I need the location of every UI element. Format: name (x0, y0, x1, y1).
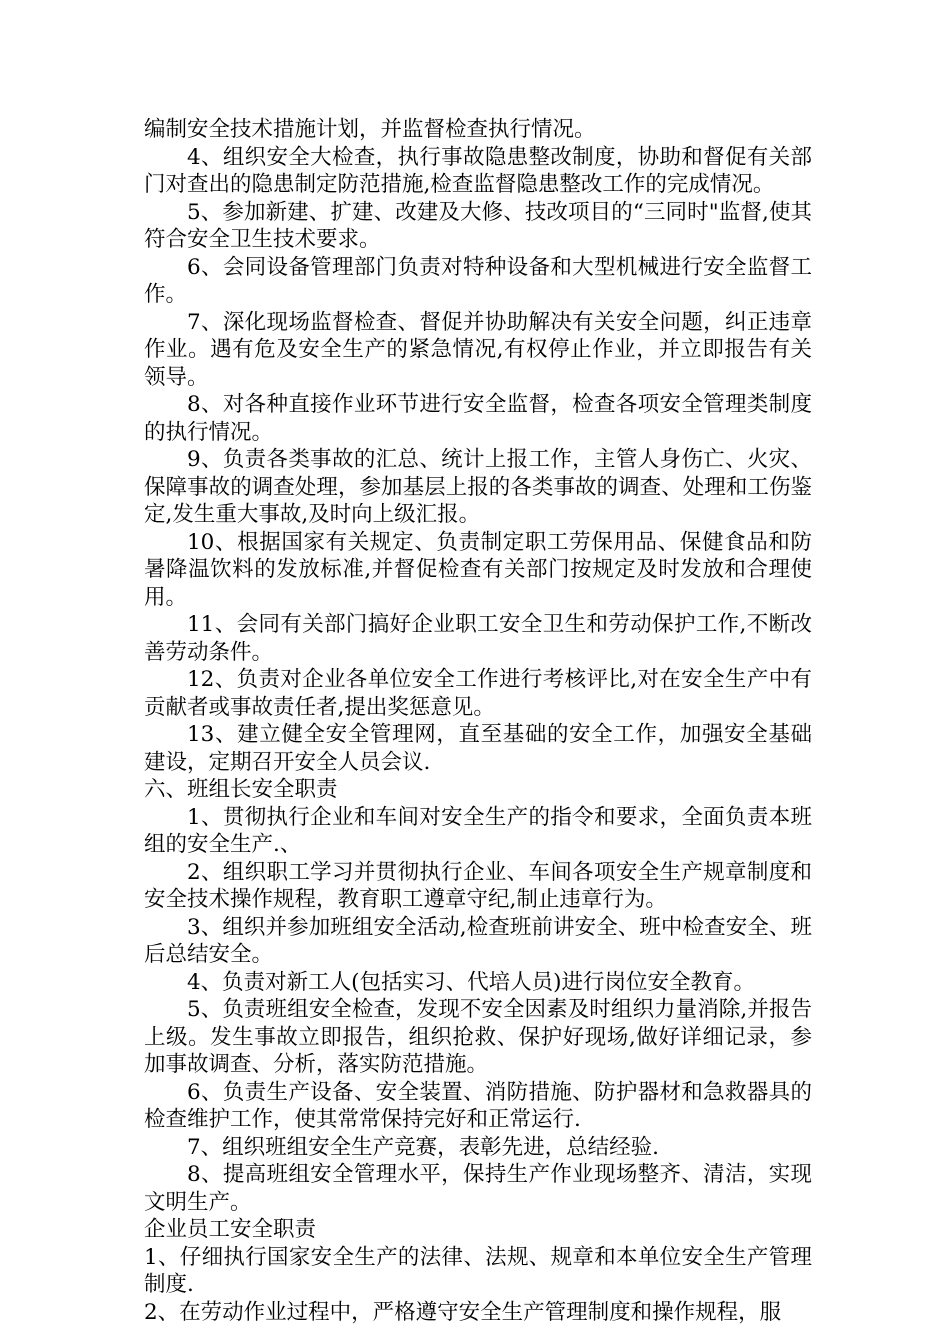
paragraph-item-11: 11、会同有关部门搞好企业职工安全卫生和劳动保护工作,不断改善劳动条件。 (144, 612, 812, 665)
paragraph-item-10: 10、根据国家有关规定、负责制定职工劳保用品、保健食品和防暑降温饮料的发放标准,并督促检查有关部门按规定及时发放和合理使用。 (144, 529, 812, 610)
paragraph-team-item-1: 1、贯彻执行企业和车间对安全生产的指令和要求，全面负责本班组的安全生产.、 (144, 804, 812, 857)
paragraph-team-item-2: 2、组织职工学习并贯彻执行企业、车间各项安全生产规章制度和安全技术操作规程，教育职工遵章守纪,制止违章行为。 (144, 859, 812, 912)
paragraph-team-item-8: 8、提高班组安全管理水平，保持生产作业现场整齐、清洁，实现文明生产。 (144, 1162, 812, 1215)
paragraph-item-4: 4、组织安全大检查，执行事故隐患整改制度，协助和督促有关部门对查出的隐患制定防范措施,检查监督隐患整改工作的完成情况。 (144, 144, 812, 197)
document-page (144, 116, 812, 1326)
paragraph-item-5: 5、参加新建、扩建、改建及大修、技改项目的“三同时"监督,使其符合安全卫生技术要求。 (144, 199, 812, 252)
paragraph-employee-item-2: 2、在劳动作业过程中，严格遵守安全生产管理制度和操作规程，服 (144, 1299, 782, 1325)
paragraph-item-9: 9、负责各类事故的汇总、统计上报工作，主管人身伤亡、火灾、保障事故的调查处理，参加基层上报的各类事故的调查、处理和工伤鉴定,发生重大事故,及时向上级汇报。 (144, 447, 812, 527)
paragraph-employee-item-1: 1、仔细执行国家安全生产的法律、法规、规章和本单位安全生产管理制度. (144, 1244, 812, 1297)
paragraph-team-item-7: 7、组织班组安全生产竞赛，表彰先进，总结经验. (187, 1134, 660, 1160)
section-heading-employee: 企业员工安全职责 (144, 1217, 317, 1242)
paragraph-item-12: 12、负责对企业各单位安全工作进行考核评比,对在安全生产中有贡献者或事故责任者,提出奖惩意见。 (144, 667, 812, 720)
paragraph-item-6: 6、会同设备管理部门负责对特种设备和大型机械进行安全监督工作。 (144, 254, 812, 307)
section-heading-team-leader: 六、班组长安全职责 (144, 777, 338, 802)
paragraph-team-item-3: 3、组织并参加班组安全活动,检查班前讲安全、班中检查安全、班后总结安全。 (144, 914, 812, 967)
paragraph-team-item-4: 4、负责对新工人(包括实习、代培人员)进行岗位安全教育。 (187, 969, 755, 995)
paragraph-item-7: 7、深化现场监督检查、督促并协助解决有关安全问题，纠正违章作业。遇有危及安全生产的紧急情况,有权停止作业，并立即报告有关领导。 (144, 309, 812, 390)
paragraph-team-item-6: 6、负责生产设备、安全装置、消防措施、防护器材和急救器具的检查维护工作，使其常常保持完好和正常运行. (144, 1079, 812, 1132)
paragraph-continuation: 编制安全技术措施计划，并监督检查执行情况。 (144, 117, 596, 142)
paragraph-item-8: 8、对各种直接作业环节进行安全监督，检查各项安全管理类制度的执行情况。 (144, 392, 812, 445)
paragraph-item-13: 13、建立健全安全管理网，直至基础的安全工作，加强安全基础建设，定期召开安全人员会议. (144, 722, 812, 775)
paragraph-team-item-5: 5、负责班组安全检查，发现不安全因素及时组织力量消除,并报告上级。发生事故立即报告，组织抢救、保护好现场,做好详细记录，参加事故调查、分析，落实防范措施。 (144, 997, 812, 1077)
